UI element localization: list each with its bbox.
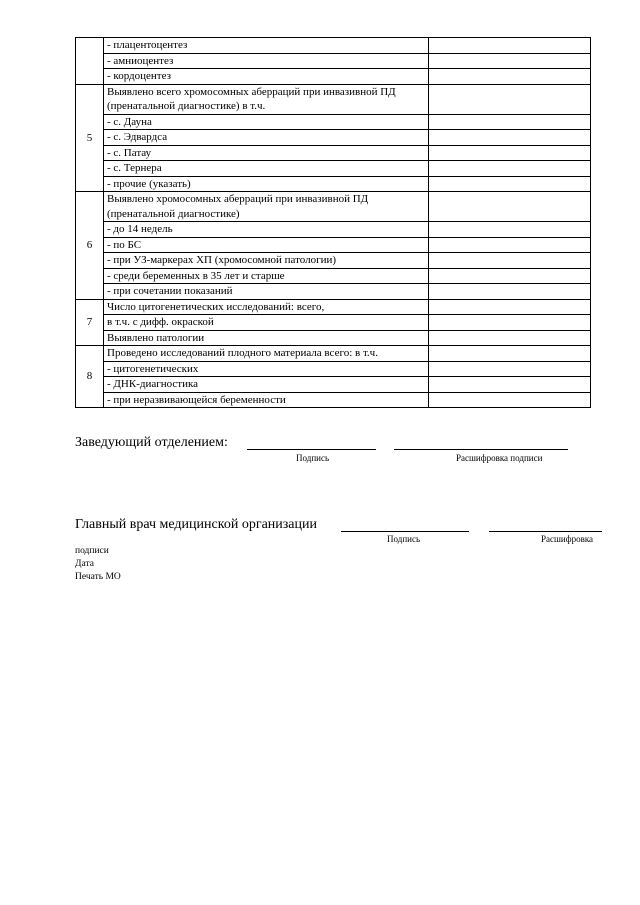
table-row xyxy=(76,222,591,238)
row-label: Выявлено хромосомных аберраций при инвазивной ПД (пренатальной диагностике) xyxy=(104,192,429,222)
table-row xyxy=(76,53,591,69)
chief-decoding-wrap-text: подписи xyxy=(75,546,109,556)
value-cell[interactable] xyxy=(429,130,591,146)
row-label: - амниоцентез xyxy=(104,53,429,69)
row-number: 5 xyxy=(76,84,104,192)
row-label: Выявлено патологии xyxy=(104,330,429,346)
value-cell[interactable] xyxy=(429,237,591,253)
table-row xyxy=(76,130,591,146)
table-row xyxy=(76,253,591,269)
table-row xyxy=(76,392,591,408)
table-row xyxy=(76,192,591,222)
chief-decoding-caption: Расшифровка xyxy=(541,534,594,544)
value-cell[interactable] xyxy=(429,392,591,408)
row-label: - с. Тернера xyxy=(104,161,429,177)
row-label: - с. Дауна xyxy=(104,114,429,130)
value-cell[interactable] xyxy=(429,299,591,315)
row-label: - ДНК-диагностика xyxy=(104,377,429,393)
table-row xyxy=(76,145,591,161)
date-label: Дата xyxy=(75,559,94,569)
stamp-label: Печать МО xyxy=(75,572,121,582)
chief-signature-field[interactable] xyxy=(341,531,469,532)
row-label: - при УЗ-маркерах ХП (хромосомной патологии) xyxy=(104,253,429,269)
row-label: Выявлено всего хромосомных аберраций при инвазивной ПД (пренатальной диагностике) в т.ч. xyxy=(104,84,429,114)
value-cell[interactable] xyxy=(429,161,591,177)
table-row xyxy=(76,84,591,114)
head-decoding-caption: Расшифровка подписи xyxy=(456,453,543,463)
row-label: - до 14 недель xyxy=(104,222,429,238)
table-row xyxy=(76,284,591,300)
row-number xyxy=(76,38,104,85)
value-cell[interactable] xyxy=(429,253,591,269)
row-label: - по БС xyxy=(104,237,429,253)
value-cell[interactable] xyxy=(429,38,591,54)
row-number: 8 xyxy=(76,346,104,408)
row-label: - прочие (указать) xyxy=(104,176,429,192)
table-row xyxy=(76,161,591,177)
value-cell[interactable] xyxy=(429,192,591,222)
row-label: - плацентоцентез xyxy=(104,38,429,54)
row-label: - цитогенетических xyxy=(104,361,429,377)
row-label: - с. Патау xyxy=(104,145,429,161)
head-signature-decoding-field[interactable] xyxy=(394,449,568,450)
table-row xyxy=(76,299,591,315)
value-cell[interactable] xyxy=(429,222,591,238)
row-label: - с. Эдвардса xyxy=(104,130,429,146)
value-cell[interactable] xyxy=(429,53,591,69)
table-row xyxy=(76,377,591,393)
row-label: в т.ч. с дифф. окраской xyxy=(104,315,429,331)
head-signature-field[interactable] xyxy=(247,449,376,450)
row-label: - при неразвивающейся беременности xyxy=(104,392,429,408)
value-cell[interactable] xyxy=(429,176,591,192)
table-row xyxy=(76,237,591,253)
table-row xyxy=(76,330,591,346)
table-row xyxy=(76,268,591,284)
head-of-department-label: Заведующий отделением: xyxy=(75,435,228,450)
chief-signature-decoding-field[interactable] xyxy=(489,531,602,532)
table-row xyxy=(76,114,591,130)
report-table xyxy=(75,37,591,408)
chief-doctor-label: Главный врач медицинской организации xyxy=(75,517,317,532)
row-label: - среди беременных в 35 лет и старше xyxy=(104,268,429,284)
value-cell[interactable] xyxy=(429,284,591,300)
row-label: - кордоцентез xyxy=(104,69,429,85)
value-cell[interactable] xyxy=(429,145,591,161)
value-cell[interactable] xyxy=(429,315,591,331)
table-row xyxy=(76,361,591,377)
row-label: Проведено исследований плодного материала всего: в т.ч. xyxy=(104,346,429,362)
chief-signature-caption: Подпись xyxy=(387,534,421,544)
table-row xyxy=(76,346,591,362)
row-label: Число цитогенетических исследований: всего, xyxy=(104,299,429,315)
head-signature-caption: Подпись xyxy=(296,453,330,463)
value-cell[interactable] xyxy=(429,114,591,130)
table-row xyxy=(76,315,591,331)
table-row xyxy=(76,69,591,85)
value-cell[interactable] xyxy=(429,361,591,377)
value-cell[interactable] xyxy=(429,346,591,362)
table-row xyxy=(76,38,591,54)
row-number: 6 xyxy=(76,192,104,300)
value-cell[interactable] xyxy=(429,268,591,284)
table-row xyxy=(76,176,591,192)
row-label: - при сочетании показаний xyxy=(104,284,429,300)
value-cell[interactable] xyxy=(429,330,591,346)
value-cell[interactable] xyxy=(429,377,591,393)
value-cell[interactable] xyxy=(429,84,591,114)
value-cell[interactable] xyxy=(429,69,591,85)
row-number: 7 xyxy=(76,299,104,346)
